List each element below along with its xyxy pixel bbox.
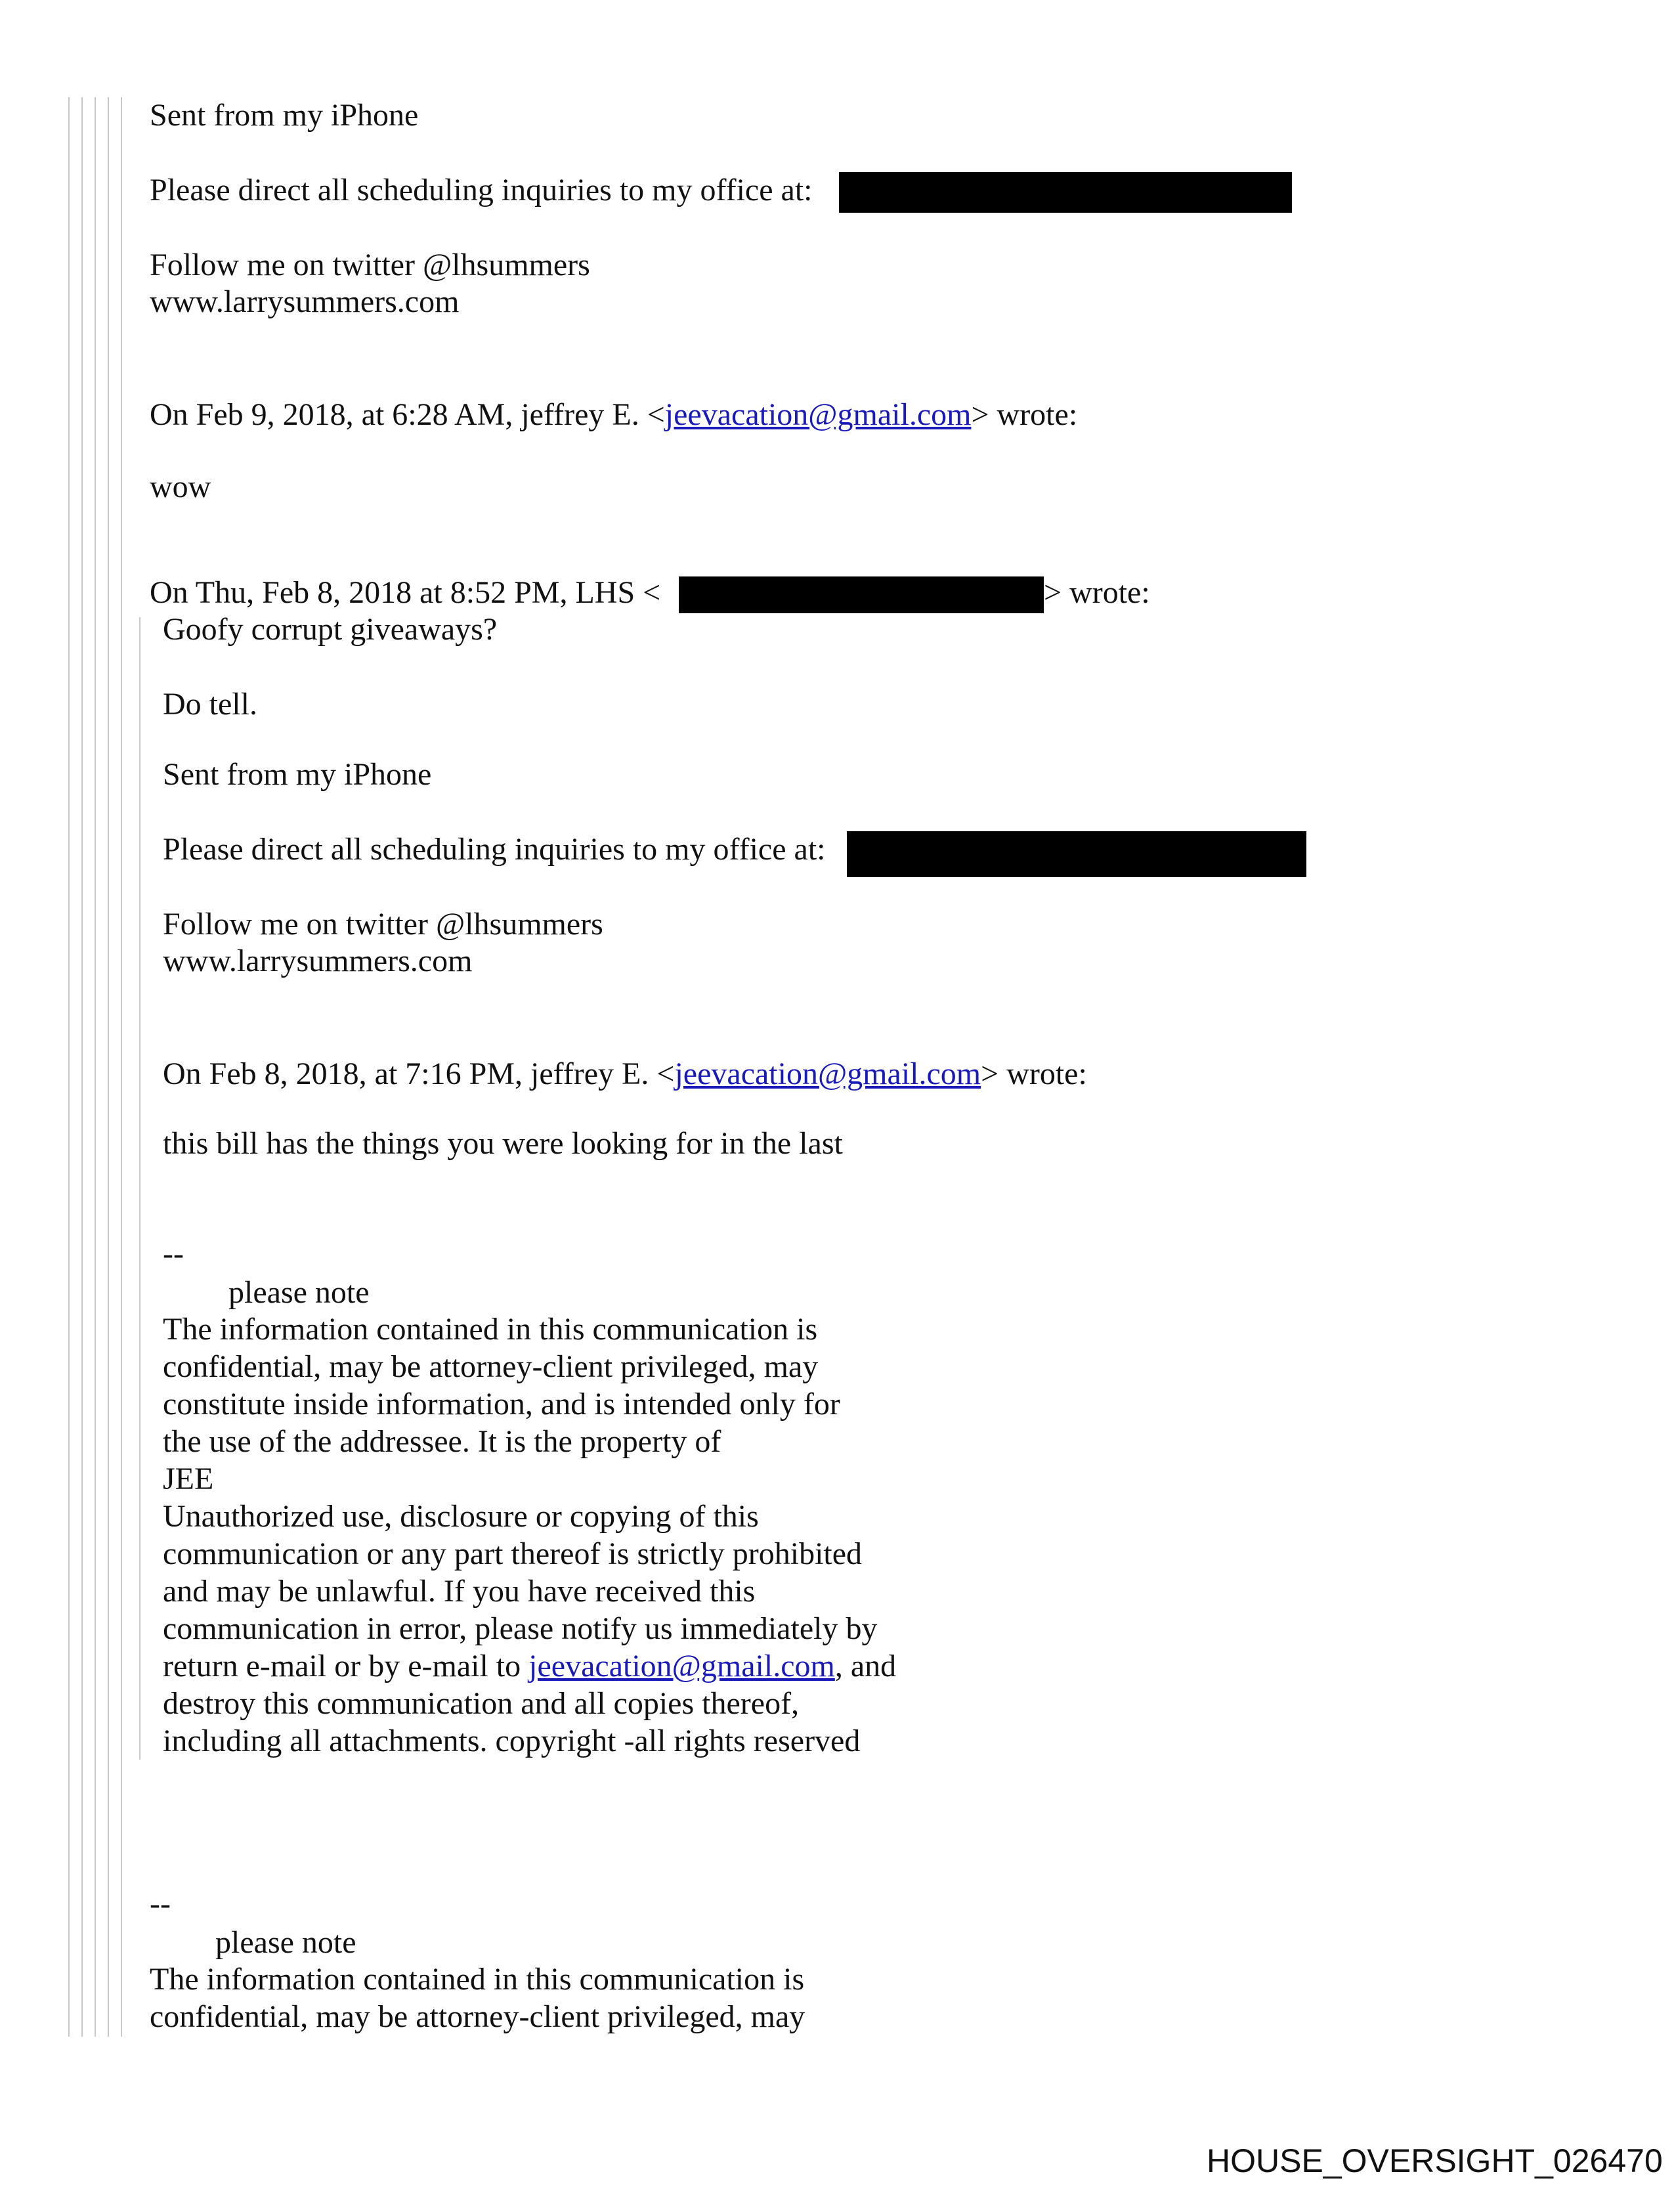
redaction-box — [847, 831, 1306, 877]
disclaimer-text: , and — [834, 1649, 897, 1683]
scheduling-line: Please direct all scheduling inquiries to my office at: — [163, 832, 826, 867]
body-line: Goofy corrupt giveaways? — [163, 612, 498, 647]
email-link[interactable]: jeevacation@gmail.com — [674, 1056, 981, 1091]
reply-header — [163, 1056, 1087, 1093]
disclaimer-line: and may be unlawful. If you have received this — [163, 1574, 756, 1609]
body-line: Do tell. — [163, 687, 257, 722]
redaction-box — [679, 576, 1044, 613]
website-line: www.larrysummers.com — [150, 284, 460, 319]
quote-bar-1 — [68, 97, 70, 2037]
body-line: wow — [150, 469, 211, 504]
disclaimer-line: communication in error, please notify us immediately by — [163, 1611, 878, 1646]
quote-bar-2 — [81, 97, 83, 2037]
disclaimer-line: communication or any part thereof is strictly prohibited — [163, 1536, 863, 1571]
quote-bar-3 — [95, 97, 96, 2037]
disclaimer-line: the use of the addressee. It is the property of — [163, 1424, 721, 1459]
header-text: On Thu, Feb 8, 2018 at 8:52 PM, LHS < — [150, 575, 661, 610]
header-text: > wrote: — [1044, 575, 1150, 610]
twitter-line: Follow me on twitter @lhsummers — [163, 907, 603, 942]
quote-bar-inner — [139, 617, 140, 1760]
disclaimer-line: confidential, may be attorney-client privileged, may — [163, 1349, 819, 1384]
disclaimer-line — [163, 1648, 896, 1685]
scheduling-line: Please direct all scheduling inquiries to my office at: — [150, 173, 813, 207]
sent-from-line: Sent from my iPhone — [163, 757, 432, 792]
disclaimer-line: The information contained in this communication is — [163, 1312, 818, 1347]
disclaimer-line: constitute inside information, and is intended only for — [163, 1387, 840, 1421]
disclaimer-text: return e-mail or by e-mail to — [163, 1649, 529, 1683]
quote-bar-5 — [121, 97, 122, 2037]
disclaimer-line: JEE — [163, 1462, 214, 1496]
disclaimer-line: including all attachments. copyright -all rights reserved — [163, 1724, 861, 1758]
email-link[interactable]: jeevacation@gmail.com — [664, 397, 972, 432]
signature-please-note: please note — [228, 1275, 370, 1310]
signature-please-note: please note — [215, 1925, 356, 1960]
signature-dash: -- — [163, 1236, 184, 1271]
signature-dash: -- — [150, 1886, 171, 1921]
header-text: > wrote: — [971, 397, 1078, 432]
disclaimer-line: The information contained in this communication is — [150, 1962, 805, 1997]
email-link[interactable]: jeevacation@gmail.com — [528, 1649, 835, 1683]
header-text: On Feb 8, 2018, at 7:16 PM, jeffrey E. < — [163, 1056, 675, 1091]
redaction-box — [839, 172, 1292, 213]
reply-header — [150, 397, 1077, 433]
reply-header — [150, 575, 660, 611]
disclaimer-line: confidential, may be attorney-client privileged, may — [150, 1999, 805, 2034]
website-line: www.larrysummers.com — [163, 943, 473, 978]
disclaimer-line: destroy this communication and all copies thereof, — [163, 1686, 800, 1721]
bates-number: HOUSE_OVERSIGHT_026470 — [1207, 2142, 1663, 2179]
header-text: > wrote: — [981, 1056, 1087, 1091]
twitter-line: Follow me on twitter @lhsummers — [150, 248, 590, 282]
header-text: On Feb 9, 2018, at 6:28 AM, jeffrey E. < — [150, 397, 665, 432]
quote-bar-4 — [108, 97, 109, 2037]
disclaimer-line: Unauthorized use, disclosure or copying of this — [163, 1499, 759, 1534]
sent-from-line: Sent from my iPhone — [150, 98, 419, 133]
body-line: this bill has the things you were looking for in the last — [163, 1126, 843, 1161]
